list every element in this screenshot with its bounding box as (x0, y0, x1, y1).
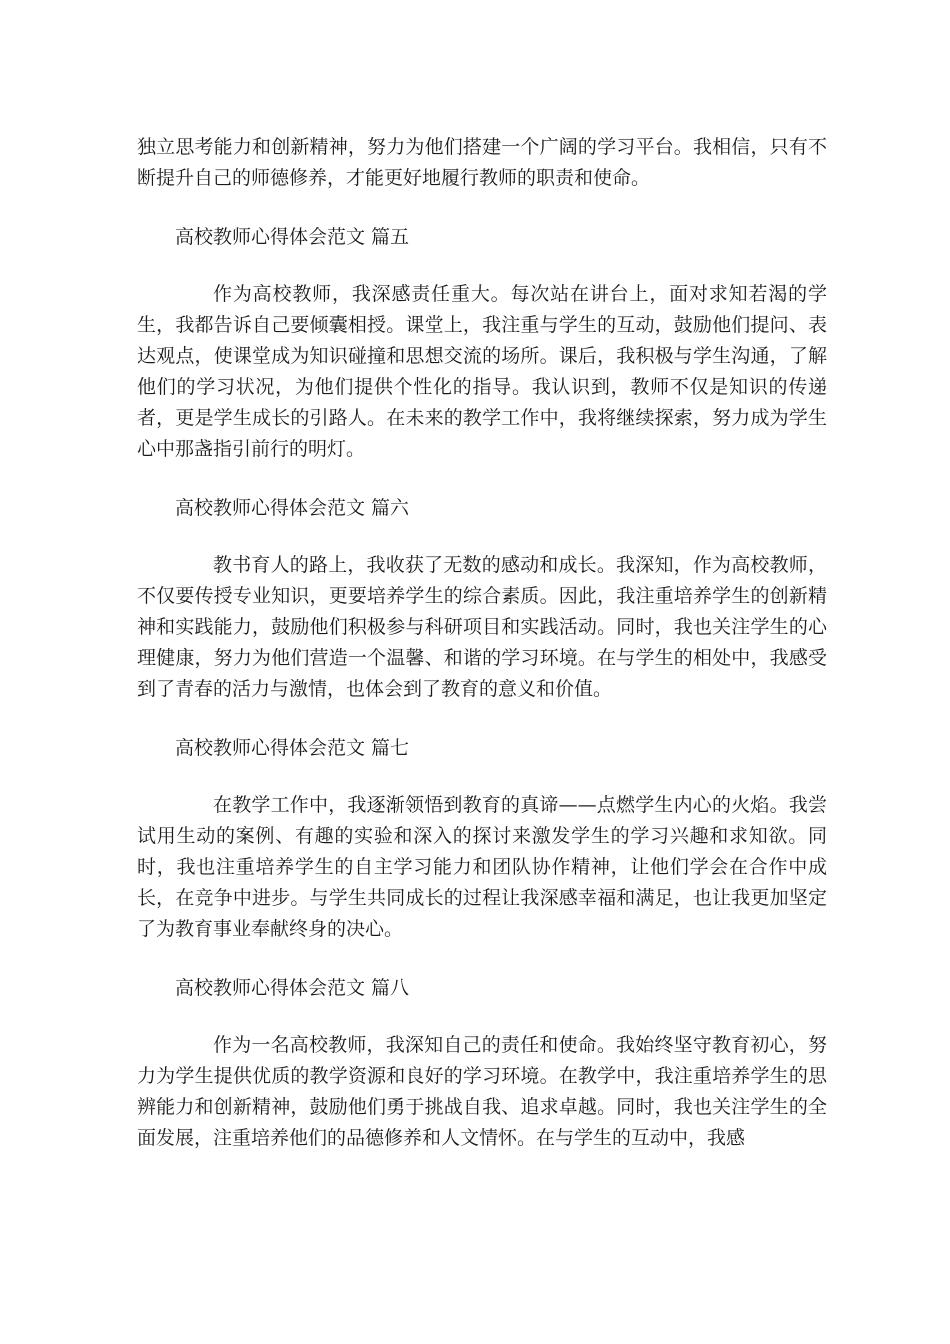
section-heading-5: 高校教师心得体会范文 篇五 (175, 226, 410, 248)
section-paragraph-5: 作为高校教师，我深感责任重大。每次站在讲台上，面对求知若渴的学生，我都告诉自己要倾囊相授。课堂上，我注重与学生的互动，鼓励他们提问、表达观点，使课堂成为知识碰撞和思想交流的场所。课后，我积极与学生沟通，了解他们的学习状况，为他们提供个性化的指导。我认识到，教师不仅是知识的传递者，更是学生成长的引路人。在未来的教学工作中，我将继续探索，努力成为学生心中那盏指引前行的明灯。 (137, 283, 827, 460)
continuation-paragraph: 独立思考能力和创新精神，努力为他们搭建一个广阔的学习平台。我相信，只有不断提升自己的师德修养，才能更好地履行教师的职责和使命。 (137, 136, 827, 189)
section-heading-7: 高校教师心得体会范文 篇七 (175, 737, 410, 759)
section-paragraph-6: 教书育人的路上，我收获了无数的感动和成长。我深知，作为高校教师，不仅要传授专业知识，更要培养学生的综合素质。因此，我注重培养学生的创新精神和实践能力，鼓励他们积极参与科研项目和实践活动。同时，我也关注学生的心理健康，努力为他们营造一个温馨、和谐的学习环境。在与学生的相处中，我感受到了青春的活力与激情，也体会到了教育的意义和价值。 (137, 554, 827, 700)
section-heading-6: 高校教师心得体会范文 篇六 (175, 497, 410, 519)
document-body (137, 132, 827, 1154)
section-heading-8: 高校教师心得体会范文 篇八 (175, 977, 410, 999)
section-paragraph-7: 在教学工作中，我逐渐领悟到教育的真谛——点燃学生内心的火焰。我尝试用生动的案例、有趣的实验和深入的探讨来激发学生的学习兴趣和求知欲。同时，我也注重培养学生的自主学习能力和团队协作精神，让他们学会在合作中成长，在竞争中进步。与学生共同成长的过程让我深感幸福和满足，也让我更加坚定了为教育事业奉献终身的决心。 (137, 794, 827, 940)
section-paragraph-8: 作为一名高校教师，我深知自己的责任和使命。我始终坚守教育初心，努力为学生提供优质的教学资源和良好的学习环境。在教学中，我注重培养学生的思辨能力和创新精神，鼓励他们勇于挑战自我、追求卓越。同时，我也关注学生的全面发展，注重培养他们的品德修养和人文情怀。在与学生的互动中，我感 (137, 1034, 827, 1149)
